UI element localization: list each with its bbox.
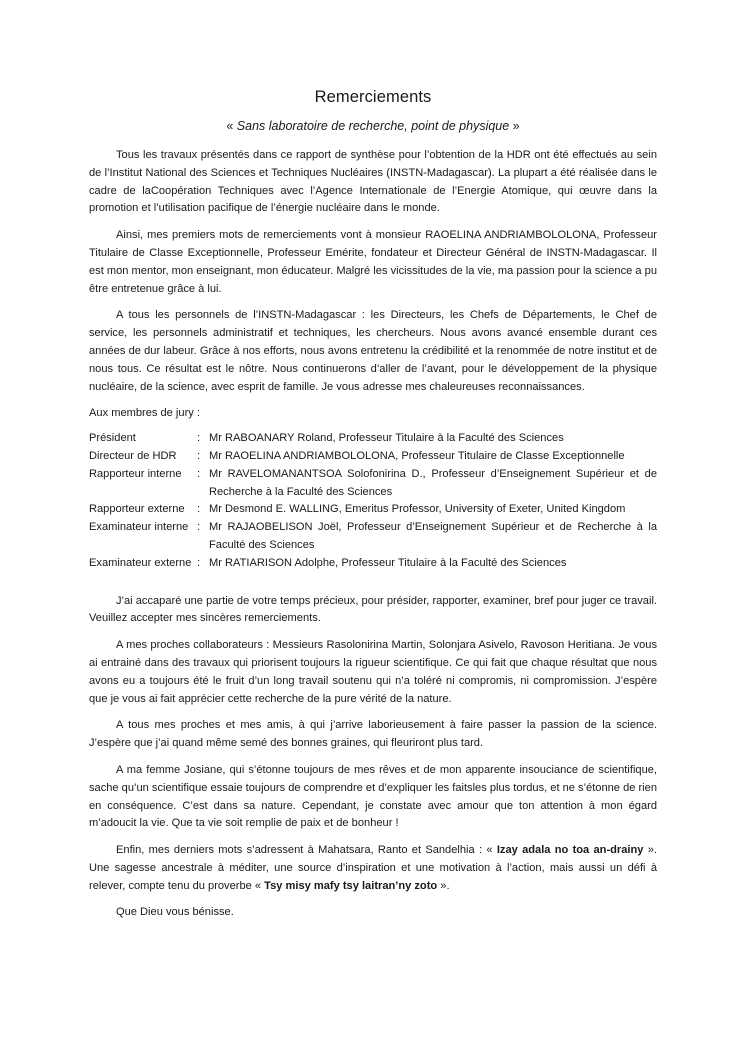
epigraph bbox=[89, 119, 657, 133]
jury-separator: : bbox=[197, 467, 201, 480]
jury-row bbox=[89, 501, 657, 519]
paragraph-intro: Tous les travaux présentés dans ce rapport de synthèse pour l’obtention de la HDR ont été effectués au sein de l’Institut National des Sciences et Techniques Nucléaires (INSTN-Madagascar). La plupart a été réalisée dans le cadre de laCoopération Techniques avec l’Agence Internationale de l’Energie Atomique, qui œuvre dans la promotion et l’utilisation pacifique de l’énergie nucléaire dans le monde. bbox=[89, 149, 657, 215]
epigraph-close-quote: » bbox=[509, 119, 520, 133]
paragraph-personnel: A tous les personnels de l’INSTN-Madagascar : les Directeurs, les Chefs de Départements, le Chef de service, les personnels administratif et techniques, les chercheurs. Nous avons avancé ensemble durant ces années de dur labeur. Grâce à nos efforts, nous avons entretenu la crédibilité et la renommée de notre institut et de nous tous. Ce résultat est le nôtre. Nous continuerons d’aller de l’avant, pour le développement de la physique nucléaire, de la science, avec esprit de famille. Je vous adresse mes chaleureuses reconnaissances. bbox=[89, 309, 657, 393]
jury-role: Rapporteur externe bbox=[89, 503, 185, 516]
jury-row bbox=[89, 519, 657, 555]
closing-line: Que Dieu vous bénisse. bbox=[116, 906, 234, 919]
jury-list bbox=[89, 430, 657, 572]
jury-member: Mr Desmond E. WALLING, Emeritus Professor, University of Exeter, United Kingdom bbox=[209, 503, 626, 516]
jury-member: Mr RATIARISON Adolphe, Professeur Titulaire à la Faculté des Sciences bbox=[209, 556, 567, 569]
paragraph-mentor: Ainsi, mes premiers mots de remerciements vont à monsieur RAOELINA ANDRIAMBOLOLONA, Professeur Titulaire de Classe Exceptionnelle, Professeur Emérite, fondateur et Directeur Général de INSTN-Madagascar. Il est mon mentor, mon enseignant, mon éducateur. Malgré les vicissitudes de la vie, ma passion pour la science a pu être entretenue grâce à lui. bbox=[89, 229, 657, 295]
proverb-2: Tsy misy mafy tsy laitran’ny zoto bbox=[264, 879, 438, 892]
jury-separator: : bbox=[197, 449, 201, 462]
paragraph-friends: A tous mes proches et mes amis, à qui j’arrive laborieusement à faire passer la passion de la science. J’espère que j’ai quand même semé des bonnes graines, qui fleuriront plus tard. bbox=[89, 719, 657, 750]
paragraph-collaborators: A mes proches collaborateurs : Messieurs Rasolonirina Martin, Solonjara Asivelo, Ravoson Heritiana. Je vous ai entrainé dans des travaux qui priorisent toujours la rigueur scientifique. Ce qui fait que chaque résultat que nous avons eu a toujours été le fruit d’un long travail soutenu qui n’a toléré ni compromis, ni compromission. J’espère que je vous ai fait apprécier cette recherche de la pure vérité de la nature. bbox=[89, 639, 657, 705]
jury-row bbox=[89, 555, 657, 573]
jury-row bbox=[89, 430, 657, 448]
jury-role: Examinateur interne bbox=[89, 521, 189, 534]
jury-heading: Aux membres de jury : bbox=[89, 407, 200, 420]
final-text-3: ». bbox=[437, 879, 450, 892]
final-text-1: Enfin, mes derniers mots s’adressent à Mahatsara, Ranto et Sandelhia : « bbox=[116, 844, 497, 857]
jury-separator: : bbox=[197, 521, 201, 534]
jury-member: Mr RAVELOMANANTSOA Solofonirina D., Professeur d’Enseignement Supérieur et de Recherche à la Faculté des Sciences bbox=[209, 467, 657, 498]
final-text-2: ». Une sagesse ancestrale à méditer, une source d’inspiration et une motivation à l’action, mais aussi un défi à relever, compte tenu du proverbe « bbox=[89, 844, 657, 892]
jury-row bbox=[89, 448, 657, 466]
paragraph-jury-thanks: J’ai accaparé une partie de votre temps précieux, pour présider, rapporter, examiner, bref pour juger ce travail. Veuillez accepter mes sincères remerciements. bbox=[89, 594, 657, 625]
jury-member: Mr RABOANARY Roland, Professeur Titulaire à la Faculté des Sciences bbox=[209, 432, 564, 445]
proverb-1: Izay adala no toa an-drainy bbox=[496, 844, 644, 857]
jury-row bbox=[89, 466, 657, 502]
jury-role: Examinateur externe bbox=[89, 556, 192, 569]
page-title: Remerciements bbox=[314, 88, 432, 106]
paragraph-wife: A ma femme Josiane, qui s’étonne toujours de mes rêves et de mon apparente insouciance de scientifique, sache qu’un scientifique essaie toujours de comprendre et d’expliquer les faitsles plus tordus, et ne s’étonne de rien en conséquence. C’est dans sa nature. Cependant, je constate avec amour que ton attention à mon égard m’adoucit la vie. Que ta vie soit remplie de paix et de bonheur ! bbox=[89, 763, 657, 830]
jury-member: Mr RAJAOBELISON Joël, Professeur d’Enseignement Supérieur et de Recherche à la Faculté des Sciences bbox=[209, 521, 657, 551]
epigraph-open-quote: « bbox=[226, 119, 237, 133]
jury-role: Directeur de HDR bbox=[89, 449, 177, 462]
jury-role: Rapporteur interne bbox=[89, 467, 182, 480]
jury-separator: : bbox=[197, 432, 201, 445]
paragraph-children bbox=[89, 842, 657, 895]
epigraph-text: Sans laboratoire de recherche, point de physique bbox=[236, 119, 510, 133]
jury-separator: : bbox=[197, 556, 201, 569]
jury-member: Mr RAOELINA ANDRIAMBOLOLONA, Professeur Titulaire de Classe Exceptionnelle bbox=[209, 449, 625, 462]
jury-role: Président bbox=[89, 432, 136, 445]
jury-separator: : bbox=[197, 503, 201, 516]
